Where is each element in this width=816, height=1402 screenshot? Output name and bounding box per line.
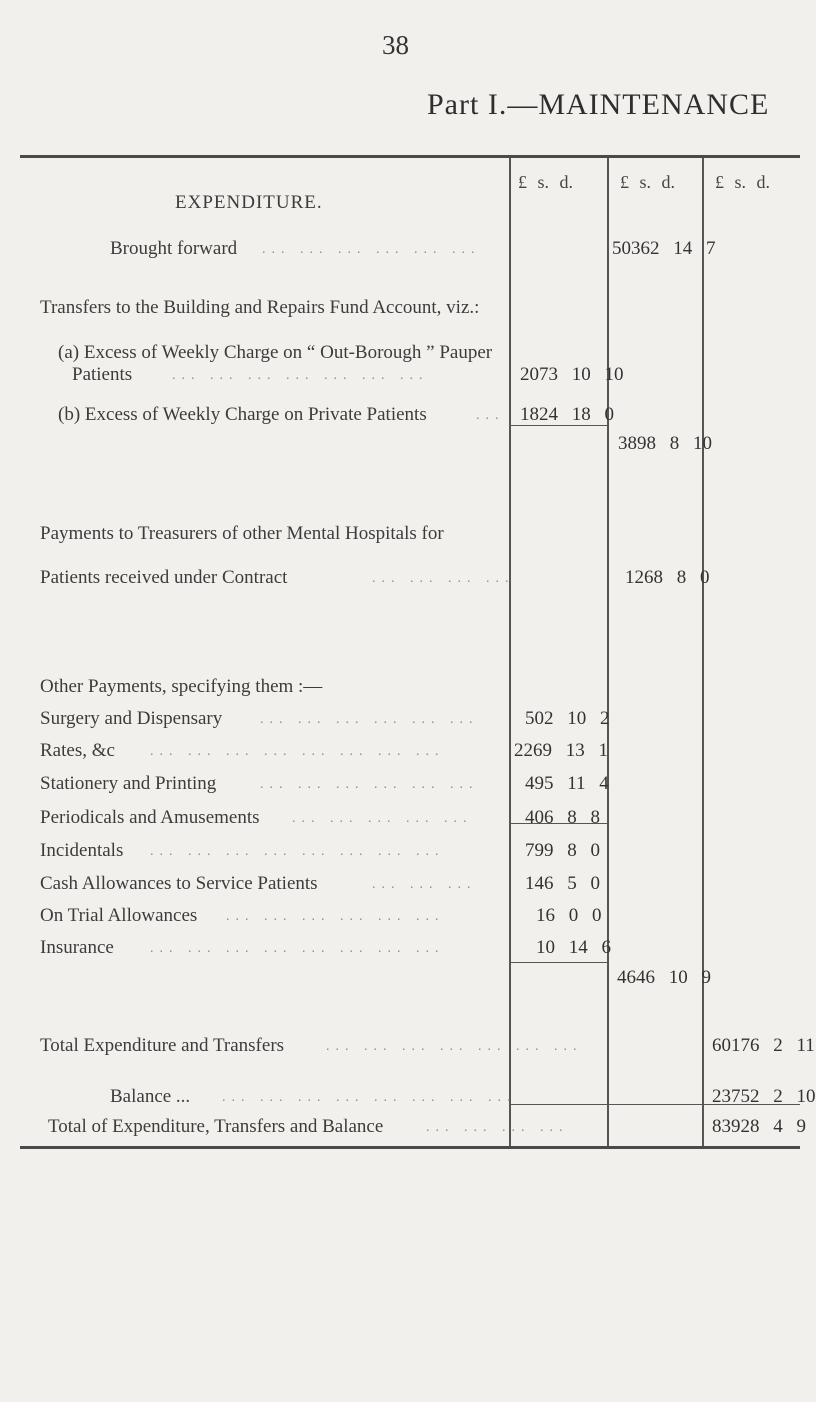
item-label: Cash Allowances to Service Patients (40, 873, 318, 894)
item-dots: ... ... ... ... ... (292, 811, 473, 826)
item-amount: 10 14 6 (536, 937, 611, 958)
brought-forward-label: Brought forward (110, 238, 238, 259)
payments-line1: Payments to Treasurers of other Mental Hospitals for (40, 523, 444, 544)
transfers-a-line2: Patients (72, 364, 133, 385)
column-divider-1 (509, 158, 511, 1146)
page-number: 38 (382, 30, 409, 60)
other-payments-total-line (510, 962, 607, 963)
item-amount: 2269 13 1 (514, 740, 608, 761)
item-amount: 146 5 0 (525, 873, 600, 894)
total-expenditure-label: Total Expenditure and Transfers (40, 1035, 285, 1056)
balance-dots: ... ... ... ... ... ... ... ... (222, 1090, 517, 1105)
part-title: Part I.—MAINTENANCE (427, 88, 770, 121)
expenditure-heading: EXPENDITURE. (175, 192, 323, 213)
item-dots: ... ... ... (372, 877, 477, 892)
item-amount: 406 8 8 (525, 807, 600, 828)
payments-dots: ... ... ... ... (372, 571, 515, 586)
column-divider-2 (607, 158, 609, 1146)
column-header-3: £ s. d. (715, 172, 771, 192)
item-label: Stationery and Printing (40, 773, 217, 794)
item-label: Periodicals and Amusements (40, 807, 260, 828)
grand-total-dots: ... ... ... ... (426, 1120, 569, 1135)
payments-line2: Patients received under Contract (40, 567, 288, 588)
transfers-b-dots: ... (476, 408, 505, 423)
item-amount: 495 11 4 (525, 773, 609, 794)
item-dots: ... ... ... ... ... ... ... ... (150, 941, 445, 956)
grand-total-label: Total of Expenditure, Transfers and Balance (48, 1116, 384, 1137)
item-dots: ... ... ... ... ... ... (260, 712, 479, 727)
column-divider-3 (702, 158, 704, 1146)
brought-forward-amount: 50362 14 7 (612, 238, 716, 259)
transfers-heading: Transfers to the Building and Repairs Fund Account, viz.: (40, 297, 480, 318)
item-amount: 502 10 2 (525, 708, 610, 729)
column-header-1: £ s. d. (518, 172, 574, 192)
item-label: Incidentals (40, 840, 124, 861)
item-dots: ... ... ... ... ... ... ... ... (150, 844, 445, 859)
item-label: Rates, &c (40, 740, 115, 761)
item-label: Insurance (40, 937, 114, 958)
transfers-b-label: (b) Excess of Weekly Charge on Private Patients (58, 404, 427, 425)
transfers-a-line1: (a) Excess of Weekly Charge on “ Out-Borough ” Pauper (58, 342, 493, 363)
item-dots: ... ... ... ... ... ... ... ... (150, 744, 445, 759)
transfers-a-amount: 2073 10 10 (520, 364, 624, 385)
balance-amount: 23752 2 10 (712, 1086, 816, 1107)
total-expenditure-amount: 60176 2 11 (712, 1035, 815, 1056)
balance-label: Balance ... (110, 1086, 191, 1107)
item-label: On Trial Allowances (40, 905, 198, 926)
item-dots: ... ... ... ... ... ... (260, 777, 479, 792)
grand-total-sum-line-1 (510, 1104, 607, 1105)
transfers-total: 3898 8 10 (618, 433, 712, 454)
column-header-2: £ s. d. (620, 172, 676, 192)
other-payments-heading: Other Payments, specifying them :— (40, 676, 323, 697)
transfers-b-amount: 1824 18 0 (520, 404, 614, 425)
item-amount: 799 8 0 (525, 840, 600, 861)
top-rule (20, 155, 800, 158)
other-payments-total: 4646 10 9 (617, 967, 711, 988)
bottom-rule (20, 1146, 800, 1149)
brought-forward-dots: ... ... ... ... ... ... (262, 242, 481, 257)
payments-amount: 1268 8 0 (625, 567, 710, 588)
total-expenditure-dots: ... ... ... ... ... ... ... (326, 1039, 583, 1054)
item-label: Surgery and Dispensary (40, 708, 223, 729)
grand-total-sum-line-2 (609, 1104, 702, 1105)
grand-total-amount: 83928 4 9 (712, 1116, 806, 1137)
item-dots: ... ... ... ... ... ... (226, 909, 445, 924)
item-amount: 16 0 0 (536, 905, 602, 926)
transfers-a-dots: ... ... ... ... ... ... ... (172, 368, 429, 383)
